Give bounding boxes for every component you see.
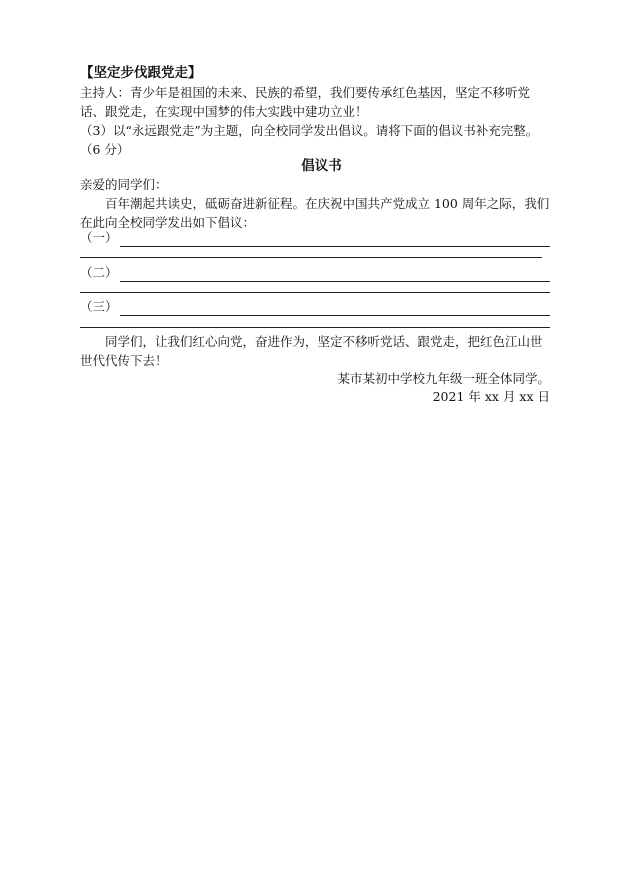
question-text: （3）以“永远跟党走”为主题，向全校同学发出倡议。请将下面的倡议书补充完整。（6 分） [80,123,539,157]
answer-line-3b[interactable] [80,327,550,328]
answer-row-3 [80,298,550,316]
proposal-salutation: 亲爱的同学们： [80,177,168,192]
proposal-intro: 百年潮起共读史，砥砺奋进新征程。在庆祝中国共产党成立 100 周年之际，我们在此向全校同学发出如下倡议： [80,196,550,230]
answer-line-1b[interactable] [80,257,542,258]
answer-line-2[interactable] [120,281,550,282]
proposal-date: 2021 年 xx 月 xx 日 [432,389,550,404]
answer-row-1 [80,229,550,247]
answer-label-2: （二） [80,265,118,280]
proposal-title: 倡议书 [301,158,342,174]
answer-row-2 [80,264,550,282]
answer-line-3[interactable] [120,315,550,316]
proposal-closing: 同学们，让我们红心向党，奋进作为，坚定不移听党话、跟党走，把红色江山世世代代传下去！ [80,334,543,368]
answer-label-3: （三） [80,299,118,314]
proposal-signature: 某市某初中学校九年级一班全体同学。 [337,371,550,386]
host-speech: 主持人：青少年是祖国的未来、民族的希望，我们要传承红色基因，坚定不移听党话、跟党走，在实现中国梦的伟大实践中建功立业！ [80,85,531,119]
answer-line-2b[interactable] [80,292,550,293]
answer-line-1[interactable] [120,246,550,247]
answer-label-1: （一） [80,230,118,245]
section-title: 【坚定步伐跟党走】 [80,65,202,81]
